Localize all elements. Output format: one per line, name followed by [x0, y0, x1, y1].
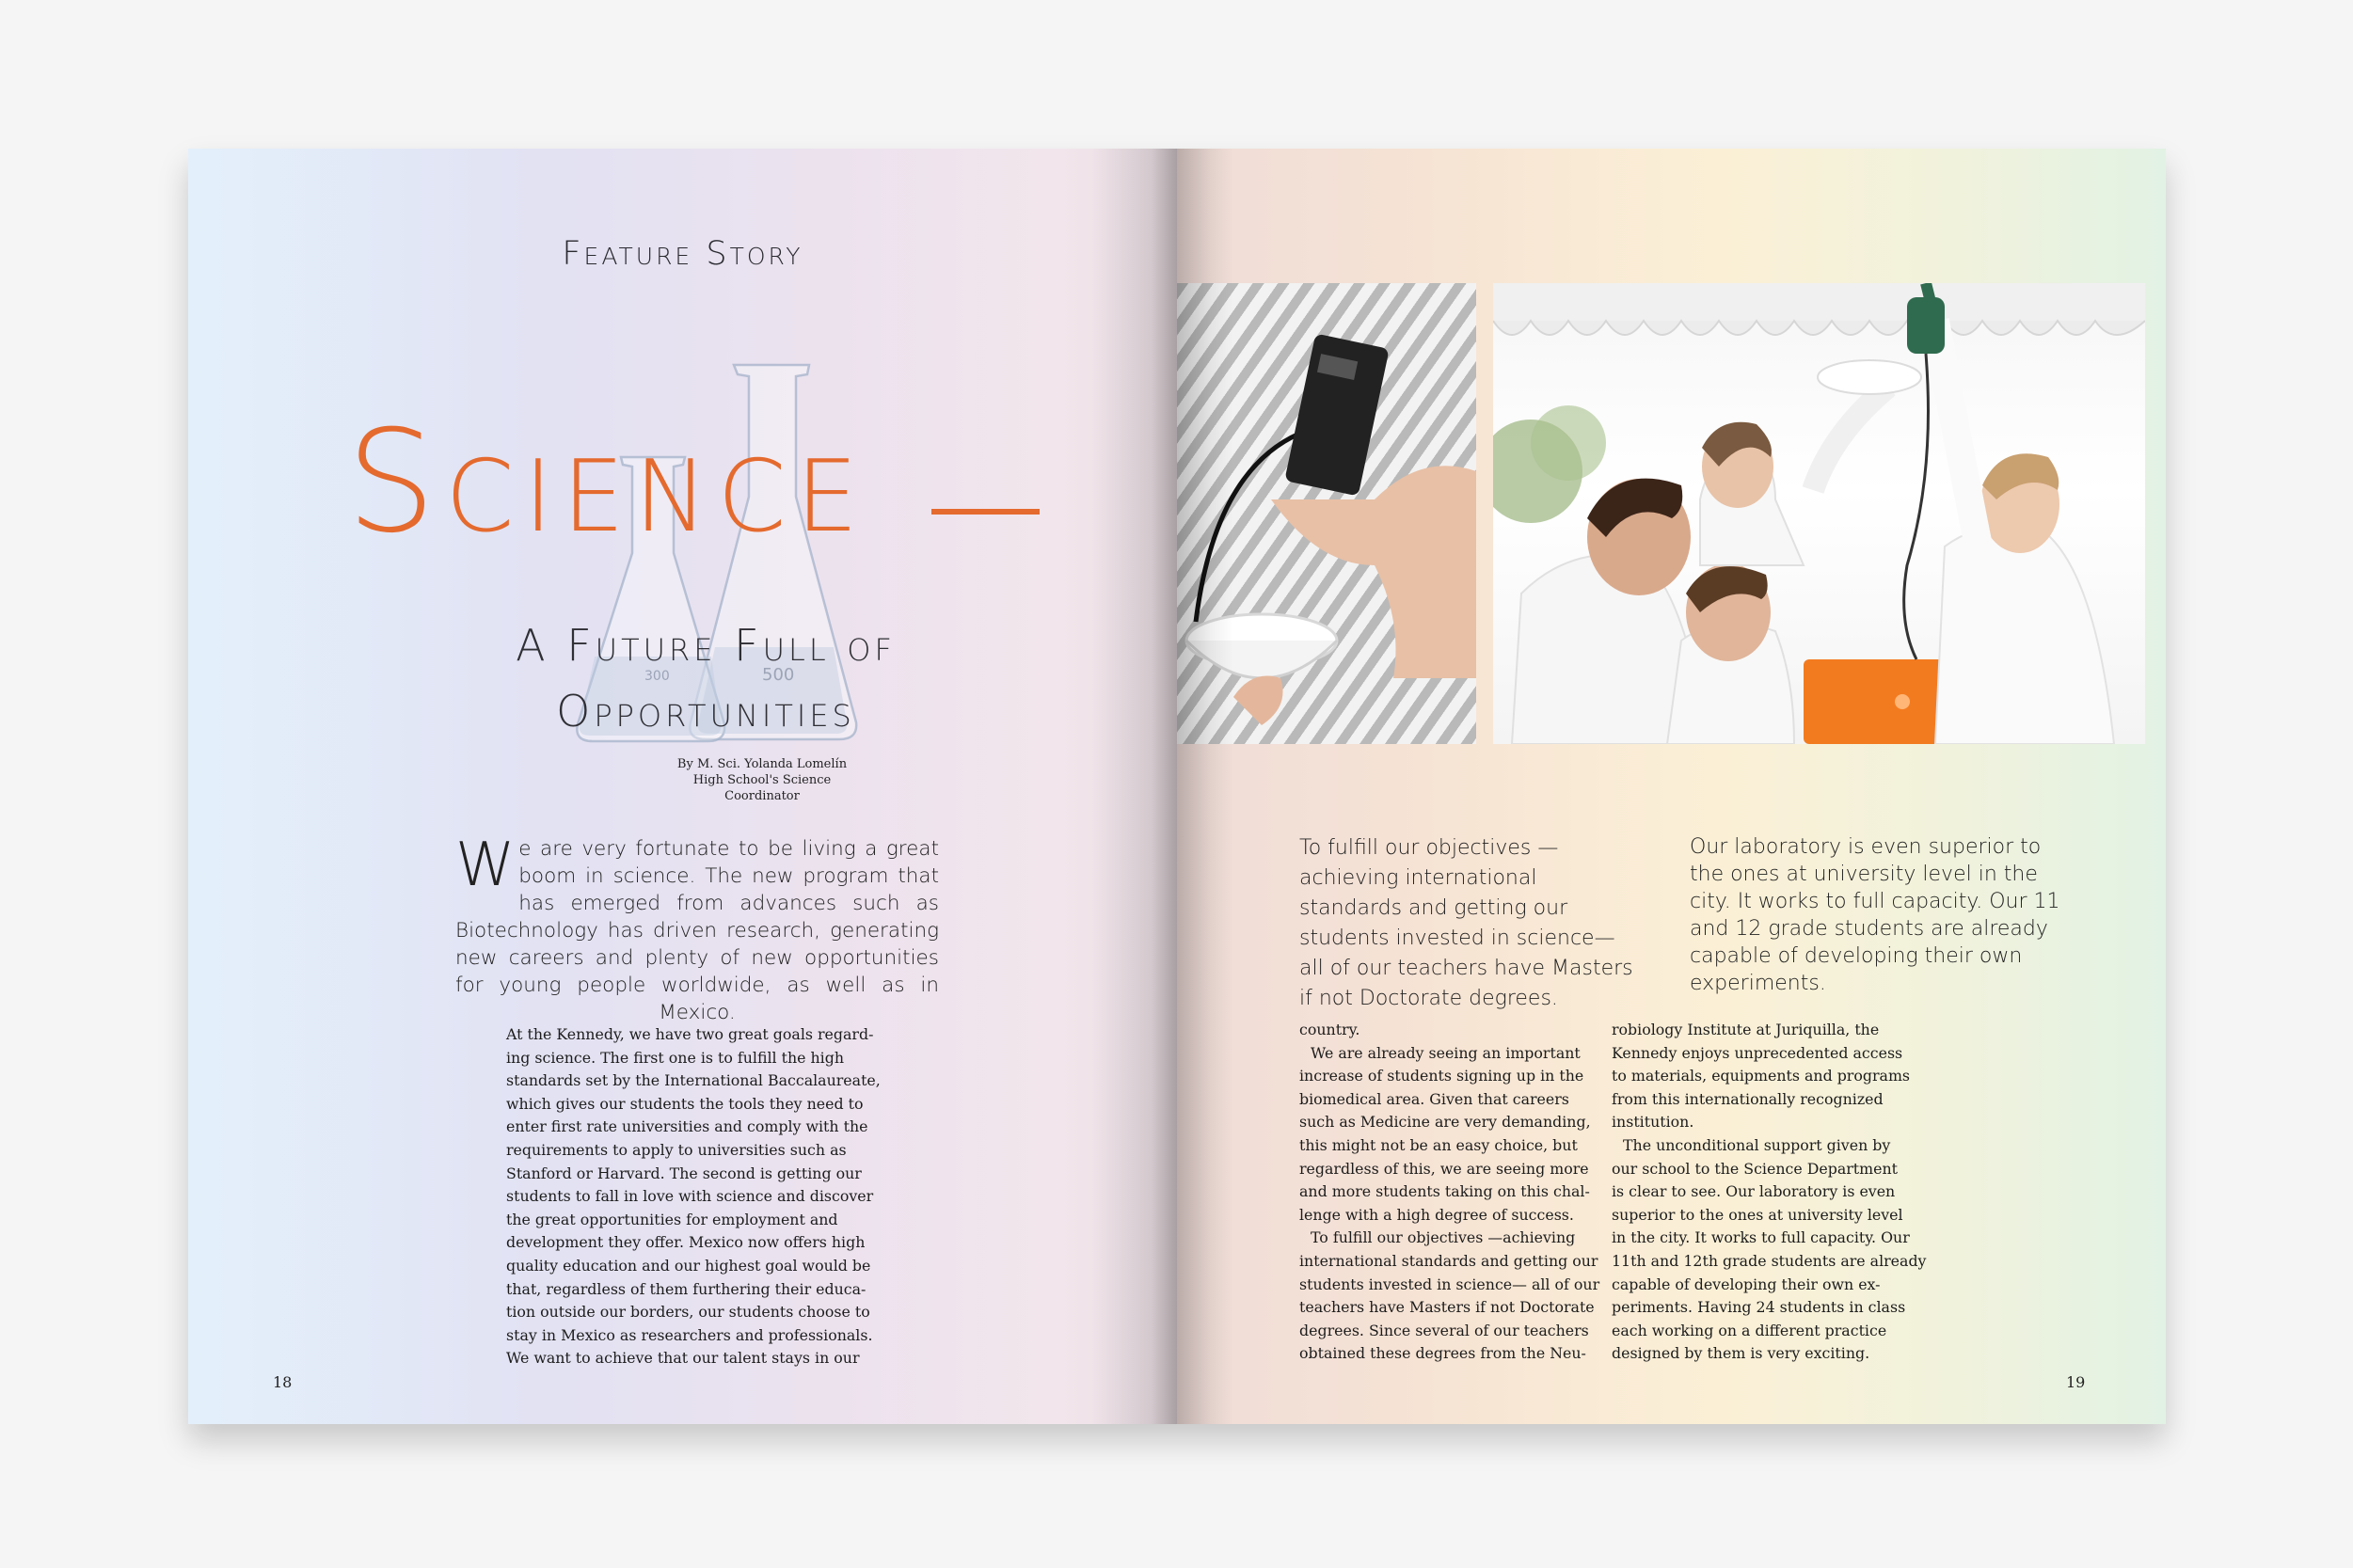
photo-students-lab [1493, 283, 2145, 744]
body-line: which gives our students the tools they need to [506, 1094, 864, 1113]
byline-role-cont: Coordinator [724, 789, 800, 803]
body-line: in the city. It works to full capacity. Our [1612, 1228, 1910, 1247]
subtitle-line-1: A Future Full of [516, 620, 896, 671]
subtitle-line-2: Opportunities [556, 686, 855, 736]
body-line: students to fall in love with science and discover [506, 1187, 874, 1206]
pull-quote-2: Our laboratory is even superior to the ones at university level in the city. It works to full capacity. Our 11 and 12 grade students are already capable of developing their own experiments. [1690, 835, 2060, 995]
flask-label-300: 300 [644, 669, 670, 684]
subtitle [470, 612, 941, 744]
body-line: international standards and getting our [1299, 1251, 1598, 1270]
body-line: ing science. The first one is to fulfill the high [506, 1048, 845, 1067]
flask-label-500: 500 [762, 665, 795, 685]
left-page [188, 149, 1177, 1424]
body-line: superior to the ones at university level [1612, 1205, 1903, 1224]
body-column-right-2 [1612, 1019, 1932, 1366]
body-line: biomedical area. Given that careers [1299, 1089, 1569, 1108]
body-line: To fulfill our objectives —achieving [1311, 1228, 1576, 1247]
body-line: quality education and our highest goal would be [506, 1256, 871, 1275]
byline-role: High School's Science [692, 773, 832, 787]
body-line: stay in Mexico as researchers and professionals. [506, 1325, 873, 1344]
page-number-right: 19 [2066, 1373, 2086, 1391]
byline-author: By M. Sci. Yolanda Lomelín [676, 757, 848, 771]
body-line: enter first rate universities and comply with the [506, 1117, 868, 1136]
body-line: We want to achieve that our talent stays in our [506, 1349, 860, 1368]
pull-quote-1: To fulfill our objectives —achieving international standards and getting our students invested in science— all of our teachers have Masters if not Doctorate degrees. [1299, 836, 1633, 1010]
body-line: to materials, equipments and programs [1612, 1067, 1911, 1085]
body-line: this might not be an easy choice, but [1299, 1135, 1578, 1154]
page-number-left: 18 [273, 1373, 293, 1391]
body-line: the great opportunities for employment and [506, 1210, 838, 1228]
body-line: that, regardless of them furthering their educa- [506, 1279, 866, 1298]
headline: Science [346, 401, 868, 564]
body-line: The unconditional support given by [1623, 1135, 1891, 1154]
byline [640, 756, 884, 804]
body-line: periments. Having 24 students in class [1612, 1298, 1906, 1317]
body-line: our school to the Science Department [1612, 1159, 1899, 1178]
body-line: such as Medicine are very demanding, [1299, 1113, 1591, 1132]
gutter-shadow [1177, 149, 1233, 1424]
body-line: capable of developing their own ex- [1612, 1275, 1881, 1293]
body-line: standards set by the International Baccalaureate, [506, 1071, 881, 1090]
body-line: tion outside our borders, our students choose to [506, 1303, 870, 1322]
body-line: is clear to see. Our laboratory is even [1612, 1182, 1896, 1201]
body-line: each working on a different practice [1612, 1321, 1887, 1339]
body-line: development they offer. Mexico now offers high [506, 1233, 866, 1252]
body-line: requirements to apply to universities such as [506, 1140, 847, 1159]
body-line: and more students taking on this chal- [1299, 1182, 1590, 1201]
body-line: increase of students signing up in the [1299, 1067, 1584, 1085]
body-line: regardless of this, we are seeing more [1299, 1159, 1589, 1178]
gutter-shadow [1092, 149, 1177, 1424]
body-line: Stanford or Harvard. The second is getting our [506, 1164, 862, 1182]
body-line: designed by them is very exciting. [1612, 1344, 1870, 1363]
body-line: At the Kennedy, we have two great goals regard- [506, 1025, 874, 1043]
body-column-left [506, 1023, 920, 1370]
body-line: country. [1299, 1021, 1360, 1038]
body-line: teachers have Masters if not Doctorate [1299, 1298, 1595, 1317]
students-illustration [1493, 283, 2145, 744]
body-line: degrees. Since several of our teachers [1299, 1321, 1589, 1339]
intro-text: e are very fortunate to be living a great boom in science. The new program that has emerged from advances such as Biotechnology has driven research, generating new careers and plenty of new opportunities for young people worldwide, as well as in Mexico. [455, 837, 939, 1024]
section-label: Feature Story [562, 235, 803, 273]
body-line: Kennedy enjoys unprecedented access [1612, 1043, 1903, 1062]
body-line: obtained these degrees from the Neu- [1299, 1344, 1586, 1363]
body-line: institution. [1612, 1113, 1694, 1132]
drop-cap: W [455, 831, 516, 900]
body-line: students invested in science— all of our [1299, 1275, 1600, 1293]
body-line: 11th and 12th grade students are already [1612, 1251, 1927, 1270]
body-line: robiology Institute at Juriquilla, the [1612, 1021, 1880, 1038]
magazine-spread [188, 149, 2166, 1424]
right-page [1177, 149, 2166, 1424]
body-column-right-1 [1299, 1019, 1610, 1366]
intro-paragraph [455, 831, 939, 1026]
body-line: from this internationally recognized [1612, 1089, 1884, 1108]
body-line: lenge with a high degree of success. [1299, 1205, 1574, 1224]
headline-rule [931, 509, 1040, 515]
body-line: We are already seeing an important [1311, 1043, 1581, 1062]
